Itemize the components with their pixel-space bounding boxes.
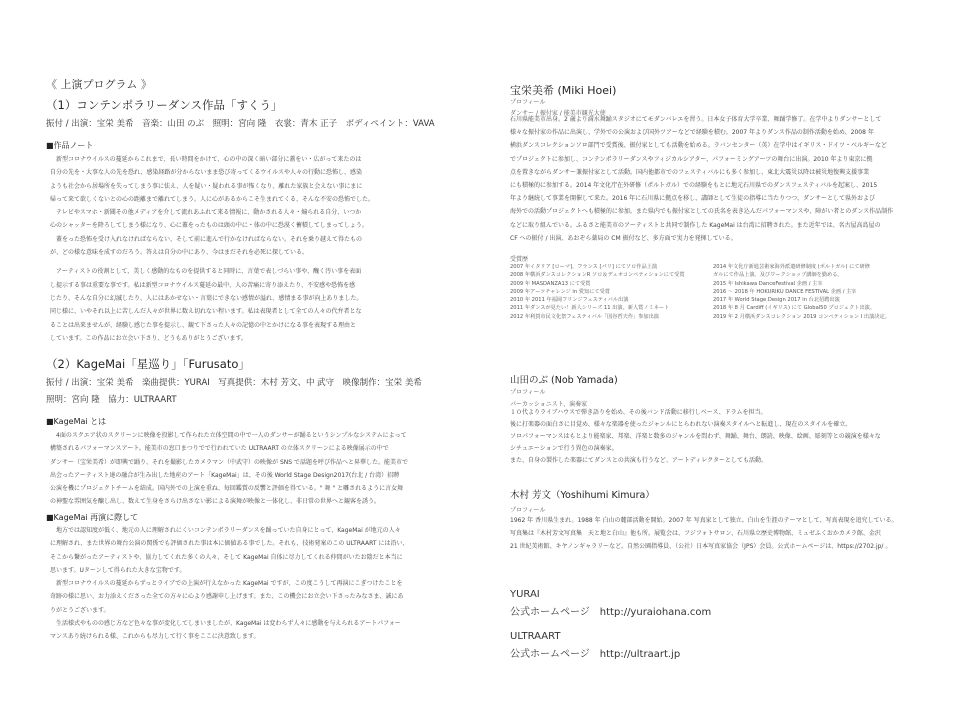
note-line: ることは出来ませんが、経験し感じた事を提示し、観て下さった人々の記憶の中とかけになる事を表現する理由と bbox=[50, 321, 357, 329]
note-line: ようも社会から居場所を失ってしまう事に怯え、人を疑い・疑われる事が怖くなり、離れた家族と会えない事にまに bbox=[50, 182, 363, 190]
hoei-bio-line: 様々な振付家の作品に出演し、学外での公演および国外ツアーなどで経験を積む。2007 年よりダンス作品の制作活動を始め、2008 年 bbox=[510, 129, 874, 137]
award-item: 2015 年 Ishikawa DanceFestival 企画 / 主宰 bbox=[713, 280, 823, 287]
reprise-line: 新型コロナウイルスの蔓延からずっとライブでの上演が行えなかった KageMai ですが、この度こうして再演にこぎつけたことを bbox=[50, 580, 403, 588]
note-line: しています。この作品にお立会い下さり、どうもありがとうございます。 bbox=[50, 334, 248, 342]
yamada-bio-line: 後に打楽器の面白さに目覚め、様々な楽器を使ったジャンルにとらわれない演奏スタイルへと転進し、現在のスタイルを確立。 bbox=[510, 421, 852, 428]
hoei-bio-line: 石川県能美市出身。2 歳より満水舞踊スタジオにてモダンバレエを習う。日本女子体育大学卒業、舞踊学修了。在学中よりダンサーとして bbox=[510, 116, 882, 123]
kimura-profile-label: プロフィール bbox=[510, 507, 546, 514]
kimura-bio-line: 1962 年 香川県生まれ。1988 年 白山の麓部活動を開始。2007 年 写真家として独立。白山を生涯のテーマとして、写真表現を追究している。 bbox=[510, 517, 898, 524]
hoei-bio-line: 海外での活動プロジェクトへも積極的に参加。また県内でも振付家としての氏名を表き込んだパフォーマンスや、障がい者とのダンス作品制作 bbox=[510, 208, 894, 216]
about-line: の神聖な雰囲気を醸し出し、数えて生身をさらけ出さない影による演舞が映像と一体化し、非日常の世界へと観客を誘う。 bbox=[50, 498, 381, 506]
yamada-bio-line: ソロパフォーマンスはもとより能楽家、邦楽、洋楽と数多のジャンルを問わず、舞踊、舞台、朗読、映像、絵画、彫刻等との競演を様々な bbox=[510, 433, 881, 440]
kagemai-about-paragraph bbox=[50, 429, 456, 509]
note-line: 帰って来て欲しくないとの心の距離まで離れてしまう。人に心があるからこそ生まれてくる、そんな不安の恐怖でした。 bbox=[50, 195, 375, 203]
program-2-credits-2: 照明：宮向 隆 協力：ULTRAART bbox=[46, 395, 177, 405]
yurai-name: YURAI bbox=[510, 589, 540, 600]
reprise-line: 思います。Uターンして得られた大きな宝物です。 bbox=[50, 566, 186, 574]
program-2-title: （2）KageMai「星巡り」「Furusato」 bbox=[46, 357, 250, 371]
reprise-line: りがとうございます。 bbox=[50, 606, 110, 614]
hoei-bio-line: 横浜ダンスコレクションソロ部門で受賞後、振付家としても活動を始める。ラバンセンター（英）在学中はイギリス・ドイツ・ベルギーなど bbox=[510, 142, 887, 150]
reprise-line: そこから繋がったアーティストや、協力してくれた多くの人々、そして KageMai 自体に尽力してくれる仲間がいたお陰だと本当に bbox=[50, 553, 403, 561]
award-item: 2009 年 MASDANZA13 にて受賞 bbox=[510, 280, 591, 287]
award-item: 2012 年利賀市民文化祭フェスティバル「国谷哲夫作」参加出演 bbox=[510, 313, 659, 320]
awards-list-left bbox=[510, 263, 715, 321]
note-line: が、どの様な意味を成すのだろう。答えは自分の中にあり、今はまだそれを必死に探している。 bbox=[50, 249, 309, 257]
program-header: 《 上演プログラム 》 bbox=[46, 78, 152, 91]
kimura-bio bbox=[510, 514, 930, 553]
reprise-line: 地方では認知度が低く、地元の人に理解されにくいコンテンポラリーダンスを踊っていた自身にとって、KageMai が地元の人々 bbox=[50, 527, 401, 534]
kimura-bio-line: 21 世紀美術館、キヤノンギャラリーなど。自然公園指導員、（公社）日本写真家協会（JPS）会員。公式ホームページは、https://2702.jp/ 。 bbox=[510, 543, 892, 550]
reprise-line: 生活様式やものの感じ方など色々な事が変化してしまいましたが、KageMai は変わらず人々に感動を与えられるアートパフォー bbox=[50, 620, 401, 628]
hoei-bio bbox=[510, 113, 930, 245]
note-line: 自分の先を・大事な人の先を恐れ、感染経路が分からないまま恐び寄ってくるウイルスや人々の行動に恐怖し、感染 bbox=[50, 169, 363, 177]
yamada-bio-line: シチュエーションで行う異色の演奏家。 bbox=[510, 445, 618, 452]
award-item: 2009 年アーツチャレンジ in 愛知にて受賞 bbox=[510, 288, 610, 295]
kagemai-reprise-heading: ■KageMai 再演に際して bbox=[46, 513, 139, 522]
note-line: テレビやスマホ・新聞その他メディアを介して流れあふれて来る情報に、動かされる人々・煽られる自分、いつか bbox=[50, 209, 362, 217]
reprise-line: に理解され、また世界の舞台公演の関係でも評価された事は本に価値ある事でした。それも、技術発案のこの ULTRAART には沿い、 bbox=[50, 540, 409, 548]
note-line: アーティストの役割として、美しく感動的なものを提供すると同時に、言葉で表しづらい事や、醜く汚い事を表面 bbox=[50, 268, 362, 276]
note-line: 同じ様に、いやそれ以上に苦しんだ人々が世界に数え切れない程います。私は表現者として全ての人々の代弁者とな bbox=[50, 308, 362, 316]
reprise-line: マンスあり続けられる様、これからも尽力して行く事をここに決意致します。 bbox=[50, 633, 260, 641]
about-line: 4面のスクエア状のスクリーンに映像を投影して作られた立体空間の中で一人のダンサーが踊るというシンプルなシステムによって bbox=[50, 432, 407, 439]
hoei-bio-line: CF への振付 / 出演、あおぞら薬局の CM 振付など、多方面で実力を発揮している。 bbox=[510, 234, 737, 242]
program-1-credits: 振付 / 出演：宝栄 美希 音楽：山田 のぶ 照明：宮向 隆 衣裳：青木 正子 ボディペイント：VAVA bbox=[46, 119, 435, 129]
kimura-bio-line: 写真集は『木村芳文写真集 天と地と白山』他も所。展覧会は、フジフォトサロン、石川県立歴史博物館、ミュゼふくおかカメラ館、金沢 bbox=[510, 530, 881, 537]
hoei-profile-label: プロフィール bbox=[510, 99, 546, 106]
award-item: 2010 年 2011 年福岡フリンジフェスティバル出演 bbox=[510, 297, 629, 304]
hoei-bio-line: にも積極的に参加する。2014 年文化庁在外研修（ポルトガル）での経験をもとに地元石川県でのダンスフェスティバルを起案し、2015 bbox=[510, 182, 878, 190]
note-line: じたり、そんな自分に幻滅したり、人にはあかせない・言葉にできない感情が溢れ、感情まる事が向上ありました。 bbox=[50, 294, 363, 302]
ultraart-homepage-link[interactable]: 公式ホームページ http://ultraart.jp bbox=[510, 649, 681, 660]
hoei-bio-line: などに取り組んでいる。ふるさと能美市のアーティストと共同で制作した KageMai は台湾に招聘された。また近年では、名古屋高島屋の bbox=[510, 221, 881, 229]
hoei-bio-line: 年より継続して事業を開催して来た。2016 年に石川県に拠点を移し、講師として生徒の指導に当たりつつ、ダンサーとして県外および bbox=[510, 195, 875, 203]
awards-heading: 受賞歴 bbox=[510, 256, 529, 263]
award-item: ガルにて作品上演、及びワークショップ講師を勤める。 bbox=[713, 272, 843, 279]
about-line: 出会ったアーティスト達の融合が生み出した地産のアート「KageMai」は、その後 World Stage Design2017(台北 / 台湾）招聘 bbox=[50, 471, 400, 479]
kimura-name: 木村 芳文（Yoshihumi Kimura） bbox=[510, 490, 655, 501]
about-line: 構築されるパフォーマンスアート。能美市の窓口まつりでで行われていた ULTRAART の立体スクリーンによる映像展示の中で bbox=[50, 445, 389, 453]
program-2-credits: 振付 / 出演：宝栄 美希 楽曲提供：YURAI 写真提供：木村 芳文、中 武守 映像制作：宝栄 美希 bbox=[46, 378, 422, 388]
ultraart-name: ULTRAART bbox=[510, 631, 561, 642]
yamada-profile-label: プロフィール bbox=[510, 389, 546, 396]
yamada-bio-line: １０代よりライブハウスで弾き語りを始め、その後バンド活動に移行しベース、ドラムを担当。 bbox=[510, 409, 767, 416]
program-1-title: （1）コンテンポラリーダンス作品「すくう」 bbox=[46, 98, 283, 112]
reprise-line: 奇跡の様に思い、お力添えくださった全ての方々に心より感謝申し上げます。また、この機会にお立会い下さったみなさま、誠にあ bbox=[50, 593, 404, 601]
note-line: し提示する事は重要な事です。私は新型コロナウイルス蔓延の最中、人の苦痛に寄り添えたり、不安感や恐怖を感 bbox=[50, 281, 356, 289]
note-line: 心のシャッターを降ろしてしまう様になり、心に蓋をったものは頭の中に・体の中に恐漠く蓄積してしまってしょう。 bbox=[50, 222, 368, 230]
award-item: 2019 年 2 月横浜ダンスコレクション 2019 コンペティション I 出演決定。 bbox=[713, 313, 890, 320]
hoei-bio-line: でプロジェクトに参加し、コンテンポラリーダンスやフィジカルシアター、パフォーミングアーツの舞台に出演。2010 年より東京に拠 bbox=[510, 155, 873, 163]
yurai-homepage-link[interactable]: 公式ホームページ http://yuraiohana.com bbox=[510, 607, 712, 618]
note-line: 蓋をった恐怖を受け入れなければならない、そして前に進んで行かなければならない。それを乗り越えて得たもの bbox=[50, 235, 363, 243]
kagemai-about-heading: ■KageMai とは bbox=[46, 417, 107, 426]
kagemai-reprise-paragraph bbox=[50, 524, 456, 644]
yamada-bio-line: また、自身の製作した楽器にてダンスとの共演も行うなど、アートディレクターとしても活動。 bbox=[510, 457, 767, 464]
hoei-bio-line: 点を置きながらダンサー兼振付家として活動。国内他都市でのフェスティバルにも多く参加し、東北大震災以降は被災地復興支援事業 bbox=[510, 168, 870, 176]
note-line: 新型コロナウイルスの蔓延からこれまで、長い時間をかけて、心の中の深く暗い部分に蓋をい・広がって来たのは bbox=[50, 156, 362, 163]
award-item: 2011 年ダンスが見たい！新人シリーズ 11 出演、新人賞ノミネート bbox=[510, 305, 670, 312]
hoei-titles: ダンサー / 振付家 / 能美市観光大使 bbox=[510, 110, 606, 117]
yamada-name: 山田のぶ (Nob Yamada) bbox=[510, 375, 618, 386]
hoei-name: 宝栄美希 (Miki Hoei) bbox=[510, 84, 617, 97]
award-item: 2014 年文化庁新進芸術家海外派遣研修制度 (ポルトガル) にて研修 bbox=[713, 264, 870, 270]
award-item: 2007 年イタリア [ローマ]、フランス [パリ] にてソロ作品上演 bbox=[510, 264, 658, 270]
about-line: 公演を機にプロジェクトチームを結成。国内外での上演を重ね、毎回鑑賞の反響と評価を得ている。" 舞 " と囃されるように言女舞 bbox=[50, 485, 404, 493]
yamada-titles: パーカッショニスト、演奏家 bbox=[510, 401, 588, 408]
note-paragraph bbox=[50, 153, 456, 345]
award-item: 2018 年 8 月 Cardiff (イギリス) にて Global50 プロジェクト出演。 bbox=[713, 305, 876, 312]
yamada-bio bbox=[510, 407, 930, 467]
award-item: 2008 年横浜ダンスコレクションR ソロ＆デュオコンペティションにて受賞 bbox=[510, 272, 685, 279]
awards-list-right bbox=[713, 263, 930, 321]
award-item: 2017 年 World Stage Design 2017 in 台北招聘出演 bbox=[713, 297, 840, 304]
award-item: 2016 ～ 2018 年 HOKURIKU DANCE FESTIVAL 企画 / 主宰 bbox=[713, 288, 857, 295]
about-line: ダンサー（宝栄美希）が即興で踊り、それを撮影したカメラマン（中武守）の映像が SNS で話題を呼び作品へと昇華した。能美市で bbox=[50, 458, 408, 466]
note-heading: ■作品ノート bbox=[46, 141, 94, 150]
